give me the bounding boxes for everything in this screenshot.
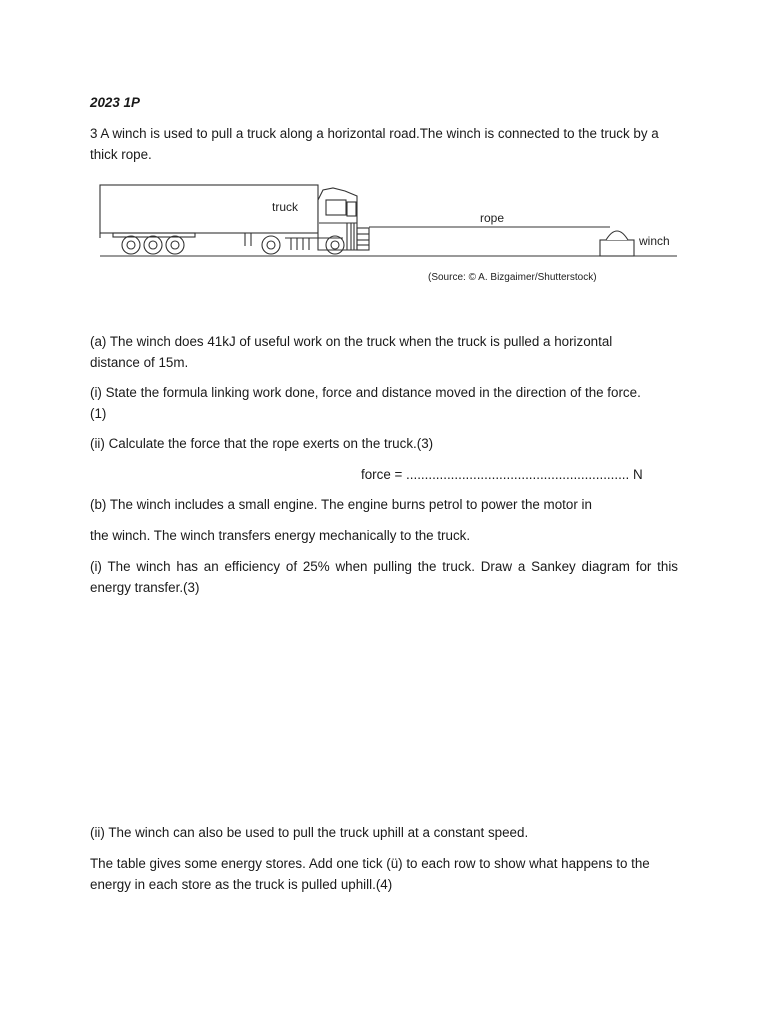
part-a-stem: (a) The winch does 41kJ of useful work on the truck when the truck is pulled a horizontal distance of 15m.: [90, 334, 613, 370]
truck-winch-figure: [95, 178, 695, 290]
winch-drawing: [600, 231, 634, 256]
truck-label: truck: [272, 200, 299, 214]
part-a-i: (i) State the formula linking work done, force and distance moved in the direction of the force.(1): [90, 385, 641, 421]
part-b-ii: (ii) The winch can also be used to pull the truck uphill at a constant speed.: [90, 825, 529, 840]
part-a-ii: (ii) Calculate the force that the rope exerts on the truck.(3): [90, 436, 434, 451]
sankey-answer-space[interactable]: [90, 604, 678, 814]
figure-source: (Source: © A. Bizgaimer/Shutterstock): [428, 272, 597, 283]
force-answer-line[interactable]: force = ............................................................ N: [361, 467, 643, 482]
truck-drawing: [100, 185, 369, 254]
rope-label: rope: [480, 211, 505, 225]
part-b-line-2: the winch. The winch transfers energy mechanically to the truck.: [90, 528, 471, 543]
winch-label: winch: [639, 234, 670, 248]
question-heading: 2023 1P: [90, 95, 140, 110]
part-b-line-1: (b) The winch includes a small engine. The engine burns petrol to power the motor in: [90, 497, 592, 512]
table-intro: The table gives some energy stores. Add one tick (ü) to each row to show what happens to the energy in each store as the truck is pulled uphill.(4): [90, 856, 650, 892]
part-b-i: (i) The winch has an efficiency of 25% when pulling the truck. Draw a Sankey diagram for this energy transfer.(3): [90, 559, 678, 595]
question-intro: 3 A winch is used to pull a truck along a horizontal road.The winch is connected to the truck by a thick rope.: [90, 126, 659, 162]
